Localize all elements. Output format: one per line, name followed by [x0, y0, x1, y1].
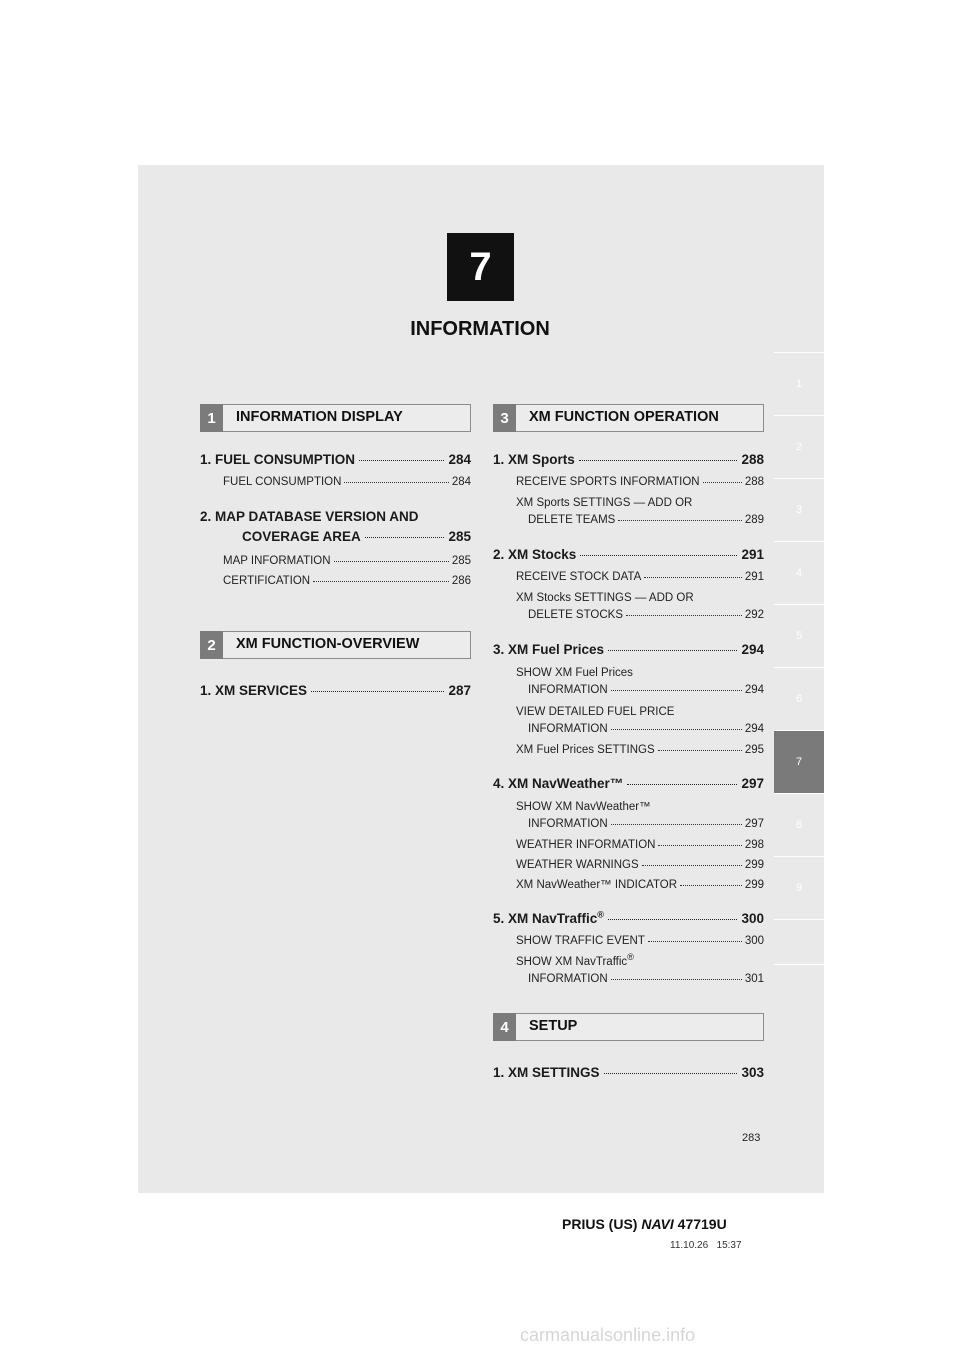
chapter-number: 7: [469, 244, 492, 289]
toc-subentry[interactable]: WEATHER WARNINGS 299: [516, 859, 764, 871]
section-title: XM FUNCTION-OVERVIEW: [236, 636, 420, 652]
toc-subentry[interactable]: XM Sports SETTINGS — ADD OR DELETE TEAMS 289: [516, 497, 764, 526]
toc-subentry[interactable]: RECEIVE STOCK DATA 291: [516, 571, 764, 583]
section-title: SETUP: [529, 1018, 578, 1034]
toc-subentry[interactable]: XM Fuel Prices SETTINGS 295: [516, 744, 764, 756]
watermark: carmanualsonline.info: [520, 1325, 696, 1345]
right-column: [493, 404, 764, 1088]
section-number: 1: [200, 404, 223, 432]
tab-2[interactable]: 2: [774, 415, 824, 478]
section-header: [200, 404, 471, 432]
tab-6[interactable]: 6: [774, 667, 824, 730]
section-header: [200, 631, 471, 659]
footer-model-code: PRIUS (US) NAVI 47719U: [562, 1216, 727, 1232]
section-number: 2: [200, 631, 223, 659]
toc-entry[interactable]: 4. XM NavWeather™ 297: [493, 776, 764, 791]
chapter-title: INFORMATION: [410, 318, 550, 340]
tab-7[interactable]: 7: [774, 730, 824, 793]
chapter-number-box: [447, 233, 514, 301]
toc-subentry[interactable]: SHOW XM Fuel Prices INFORMATION 294: [516, 667, 764, 696]
toc-entry[interactable]: 1. XM SERVICES 287: [200, 683, 471, 698]
tab-3[interactable]: 3: [774, 478, 824, 541]
toc-subentry[interactable]: XM Stocks SETTINGS — ADD OR DELETE STOCKS 292: [516, 592, 764, 621]
tab-1[interactable]: 1: [774, 352, 824, 415]
section-number: 4: [493, 1013, 516, 1041]
section-title: XM FUNCTION OPERATION: [529, 409, 719, 425]
toc-entry[interactable]: 3. XM Fuel Prices 294: [493, 642, 764, 657]
tab-4[interactable]: 4: [774, 541, 824, 604]
toc-subentry[interactable]: SHOW XM NavWeather™ INFORMATION 297: [516, 801, 764, 830]
section-header: [493, 1013, 764, 1041]
left-column: [200, 404, 471, 706]
footer-timestamp: 11.10.26 15:37: [670, 1240, 742, 1251]
toc-subentry[interactable]: FUEL CONSUMPTION 284: [223, 476, 471, 488]
toc-subentry[interactable]: SHOW XM NavTraffic® INFORMATION 301: [516, 952, 764, 985]
toc-subentry[interactable]: XM NavWeather™ INDICATOR 299: [516, 879, 764, 891]
toc-entry[interactable]: 1. FUEL CONSUMPTION 284: [200, 452, 471, 467]
toc-entry[interactable]: 2. MAP DATABASE VERSION AND COVERAGE AREA 285: [200, 509, 471, 544]
section-title: INFORMATION DISPLAY: [236, 409, 403, 425]
toc-entry[interactable]: 5. XM NavTraffic® 300: [493, 909, 764, 926]
section-header: [493, 404, 764, 432]
toc-subentry[interactable]: SHOW TRAFFIC EVENT 300: [516, 935, 764, 947]
toc-entry[interactable]: 1. XM SETTINGS 303: [493, 1065, 764, 1080]
toc-entry[interactable]: 2. XM Stocks 291: [493, 547, 764, 562]
toc-subentry[interactable]: MAP INFORMATION 285: [223, 555, 471, 567]
tab-blank: [774, 919, 824, 965]
tab-8[interactable]: 8: [774, 793, 824, 856]
toc-subentry[interactable]: WEATHER INFORMATION 298: [516, 839, 764, 851]
toc-subentry[interactable]: VIEW DETAILED FUEL PRICE INFORMATION 294: [516, 706, 764, 735]
chapter-tabs: [774, 352, 824, 965]
page-number: 283: [742, 1132, 761, 1144]
toc-subentry[interactable]: RECEIVE SPORTS INFORMATION 288: [516, 476, 764, 488]
toc-subentry[interactable]: CERTIFICATION 286: [223, 575, 471, 587]
tab-9[interactable]: 9: [774, 856, 824, 919]
toc-entry[interactable]: 1. XM Sports 288: [493, 452, 764, 467]
section-number: 3: [493, 404, 516, 432]
tab-5[interactable]: 5: [774, 604, 824, 667]
